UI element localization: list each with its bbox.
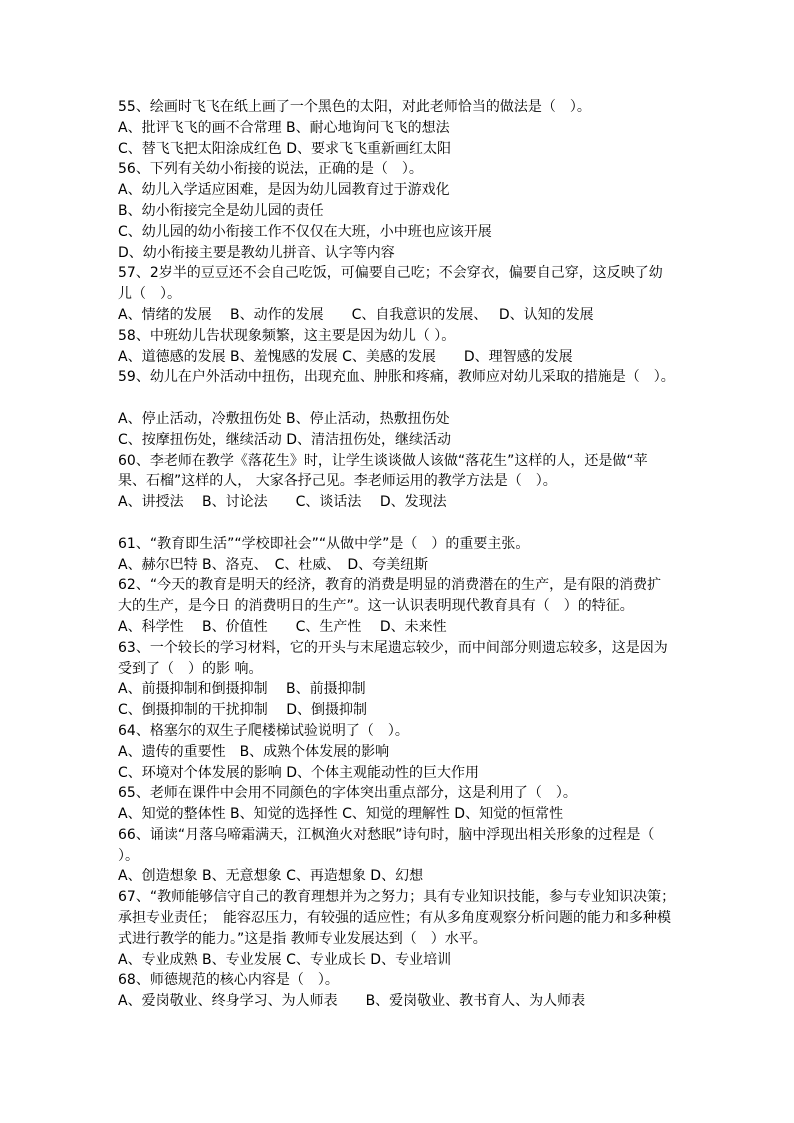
text-line: 61、“教育即生活”“学校即社会”“从做中学”是（ ）的重要主张。 <box>118 535 530 552</box>
text-line: 65、老师在课件中会用不同颜色的字体突出重点部分，这是利用了（ ）。 <box>118 785 577 802</box>
text-line: A、科学性 B、价值性 C、生产性 D、未来性 <box>118 618 447 635</box>
text-line: A、停止活动，冷敷扭伤处 B、停止活动，热敷扭伤处 <box>118 410 450 427</box>
text-line: C、环境对个体发展的影响 D、个体主观能动性的巨大作用 <box>118 764 480 781</box>
text-line: A、赫尔巴特 B、洛克、 C、杜威、 D、夸美纽斯 <box>118 556 429 573</box>
blank-line <box>118 513 688 534</box>
text-line: C、倒摄抑制的干扰抑制 D、倒摄抑制 <box>118 702 368 719</box>
text-line: C、按摩扭伤处，继续活动 D、清洁扭伤处，继续活动 <box>118 431 452 448</box>
text-line: A、遗传的重要性 B、成熟个体发展的影响 <box>118 743 390 760</box>
text-line: 59、幼儿在户外活动中扭伤，出现充血、肿胀和疼痛，教师应对幼儿采取的措施是（ ）。 <box>118 369 675 386</box>
text-line: 64、格塞尔的双生子爬楼梯试验说明了（ ）。 <box>118 722 409 739</box>
text-line: ）。 <box>118 847 139 864</box>
text-line: 62、“今天的教育是明天的经济，教育的消费是明显的消费潜在的生产，是有限的消费扩 <box>118 577 662 594</box>
text-line: 60、李老师在教学《落花生》时，让学生谈谈做人该做“落花生”这样的人，还是做“苹 <box>118 452 648 469</box>
text-line: 57、2岁半的豆豆还不会自己吃饭，可偏要自己吃；不会穿衣，偏要自己穿，这反映了幼 <box>118 265 663 282</box>
text-line: 66、诵读“月落乌啼霜满天，江枫渔火对愁眠”诗句时，脑中浮现出相关形象的过程是（ <box>118 826 655 843</box>
text-line: B、幼小衔接完全是幼儿园的责任 <box>118 202 324 219</box>
text-line: 58、中班幼儿告状现象频繁，这主要是因为幼儿（ ）。 <box>118 327 456 344</box>
text-line: 果、石榴”这样的人， 大家各抒己见。李老师运用的教学方法是（ ）。 <box>118 473 557 490</box>
text-line: A、前摄抑制和倒摄抑制 B、前摄抑制 <box>118 681 366 698</box>
text-line: 68、师德规范的核心内容是（ ）。 <box>118 972 339 989</box>
text-line: 56、下列有关幼小衔接的说法，正确的是（ ）。 <box>118 161 423 178</box>
text-line: 受到了（ ）的影 响。 <box>118 660 263 677</box>
text-line: A、道德感的发展 B、羞愧感的发展 C、美感的发展 D、理智感的发展 <box>118 348 573 365</box>
text-line: A、情绪的发展 B、动作的发展 C、自我意识的发展、 D、认知的发展 <box>118 306 594 323</box>
document-body <box>118 97 688 1012</box>
text-line: C、幼儿园的幼小衔接工作不仅仅在大班，小中班也应该开展 <box>118 223 492 240</box>
text-line: 大的生产，是今日 的消费明日的生产”。这一认识表明现代教育具有（ ）的特征。 <box>118 598 634 615</box>
text-line: 承担专业责任； 能容忍压力，有较强的适应性；有从多角度观察分析问题的能力和多种模 <box>118 910 671 927</box>
text-line: A、创造想象 B、无意想象 C、再造想象 D、幻想 <box>118 868 424 885</box>
text-line: A、批评飞飞的画不合常理 B、耐心地询问飞飞的想法 <box>118 119 450 136</box>
text-line: 式进行教学的能力。”这是指 教师专业发展达到（ ）水平。 <box>118 930 487 947</box>
text-line: A、幼儿入学适应困难，是因为幼儿园教育过于游戏化 <box>118 182 450 199</box>
text-line: 67、“教师能够信守自己的教育理想并为之努力；具有专业知识技能，参与专业知识决策； <box>118 889 676 906</box>
text-line: A、知觉的整体性 B、知觉的选择性 C、知觉的理解性 D、知觉的恒常性 <box>118 806 564 823</box>
text-line: C、替飞飞把太阳涂成红色 D、要求飞飞重新画红太阳 <box>118 140 452 157</box>
text-line: A、讲授法 B、讨论法 C、谈话法 D、发现法 <box>118 494 447 511</box>
text-line: 儿（ ）。 <box>118 286 181 303</box>
text-line: A、爱岗敬业、终身学习、为人师表 B、爱岗敬业、教书育人、为人师表 <box>118 993 586 1010</box>
text-line: D、幼小衔接主要是教幼儿拼音、认字等内容 <box>118 244 395 261</box>
text-line: 55、绘画时飞飞在纸上画了一个黑色的太阳，对此老师恰当的做法是（ ）。 <box>118 99 591 115</box>
text-line: 63、一个较长的学习材料，它的开头与末尾遗忘较少，而中间部分则遗忘较多，这是因为 <box>118 639 668 656</box>
blank-line <box>118 388 688 409</box>
text-line: A、专业成熟 B、专业发展 C、专业成长 D、专业培训 <box>118 951 452 968</box>
